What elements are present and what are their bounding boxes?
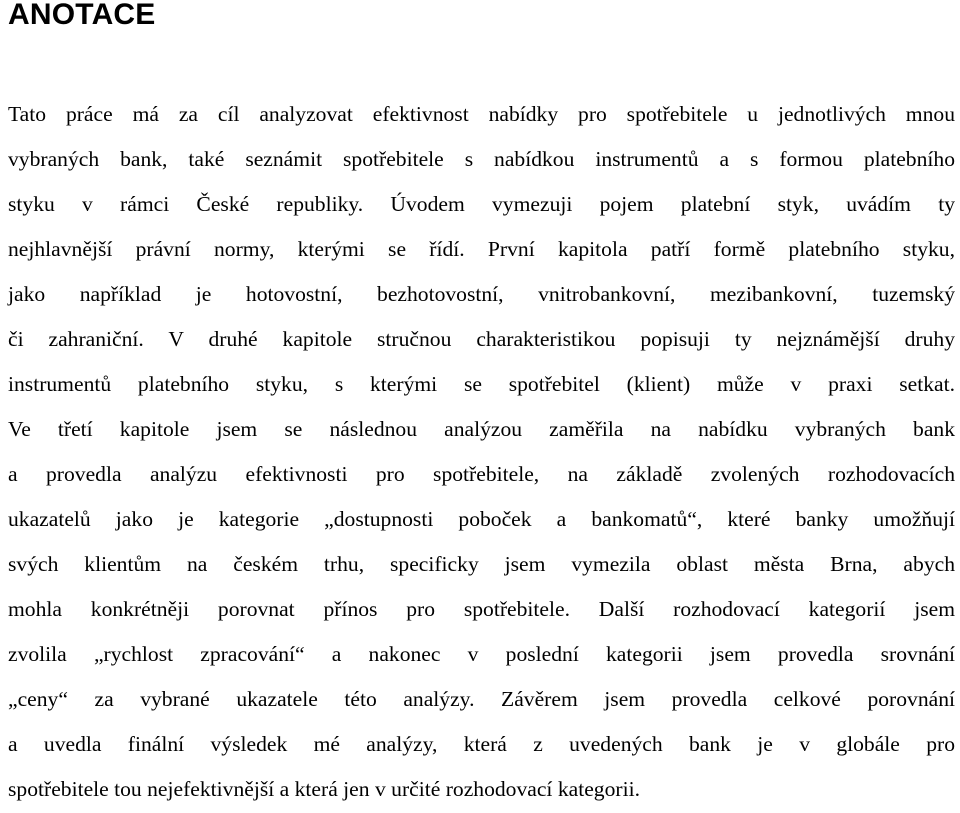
abstract-paragraph [8, 92, 955, 812]
paragraph-line: nejhlavnější právní normy, kterými se řídí. První kapitola patří formě platebního styku, [8, 237, 955, 261]
paragraph-line: styku v rámci České republiky. Úvodem vymezuji pojem platební styk, uvádím ty [8, 192, 955, 216]
paragraph-line: spotřebitele tou nejefektivnější a která jen v určité rozhodovací kategorii. [8, 777, 640, 801]
paragraph-line: či zahraniční. V druhé kapitole stručnou charakteristikou popisuji ty nejznámější druhy [8, 327, 955, 351]
paragraph-line: instrumentů platebního styku, s kterými se spotřebitel (klient) může v praxi setkat. [8, 372, 955, 396]
page-heading: ANOTACE [8, 0, 156, 31]
paragraph-line: svých klientům na českém trhu, specificky jsem vymezila oblast města Brna, abych [8, 552, 955, 576]
paragraph-line: zvolila „rychlost zpracování“ a nakonec v poslední kategorii jsem provedla srovnání [8, 642, 955, 666]
paragraph-line: jako například je hotovostní, bezhotovostní, vnitrobankovní, mezibankovní, tuzemský [8, 282, 955, 306]
paragraph-line: Ve třetí kapitole jsem se následnou analýzou zaměřila na nabídku vybraných bank [8, 417, 955, 441]
paragraph-line: ukazatelů jako je kategorie „dostupnosti poboček a bankomatů“, které banky umožňují [8, 507, 955, 531]
paragraph-line: vybraných bank, také seznámit spotřebitele s nabídkou instrumentů a s formou platebního [8, 147, 955, 171]
paragraph-line: a uvedla finální výsledek mé analýzy, která z uvedených bank je v globále pro [8, 732, 955, 756]
paragraph-line: Tato práce má za cíl analyzovat efektivnost nabídky pro spotřebitele u jednotlivých mnou [8, 102, 955, 126]
paragraph-line: a provedla analýzu efektivnosti pro spotřebitele, na základě zvolených rozhodovacích [8, 462, 955, 486]
paragraph-line: mohla konkrétněji porovnat přínos pro spotřebitele. Další rozhodovací kategorií jsem [8, 597, 955, 621]
paragraph-line: „ceny“ za vybrané ukazatele této analýzy. Závěrem jsem provedla celkové porovnání [8, 687, 955, 711]
